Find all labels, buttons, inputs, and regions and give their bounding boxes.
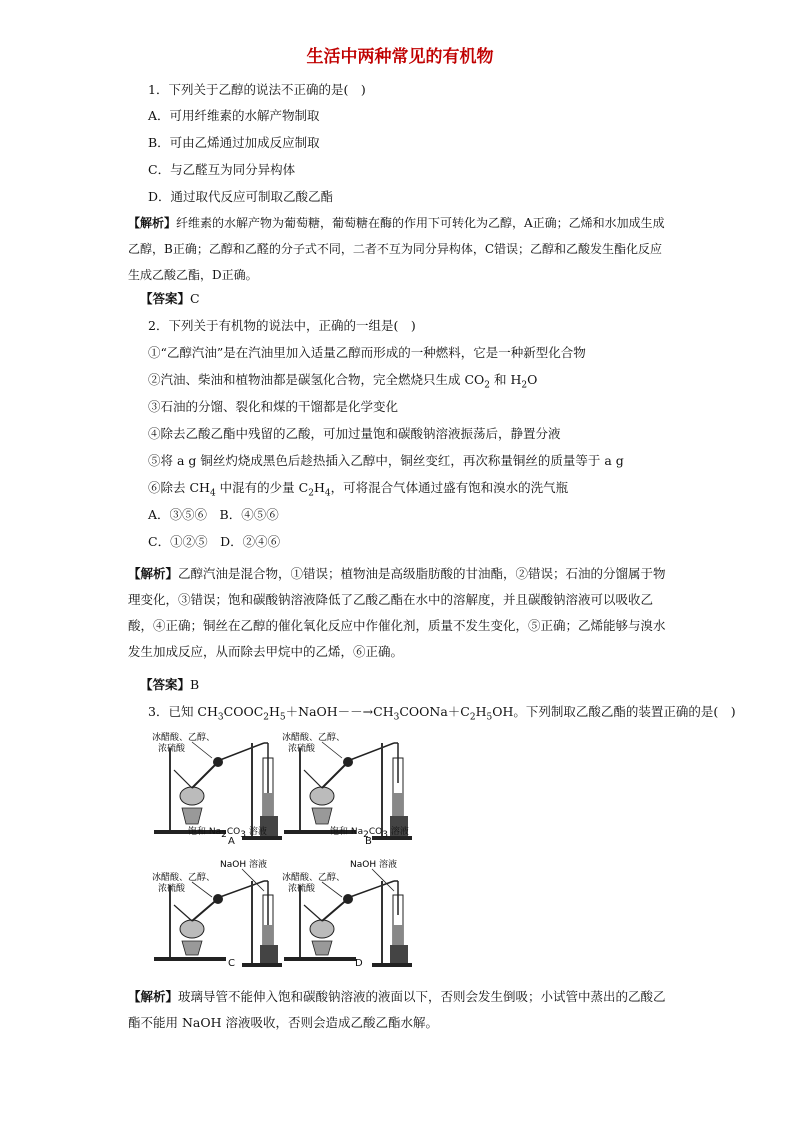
text: CO [368,827,383,837]
reagent-label-1: 冰醋酸、乙醇、 [152,873,216,883]
subscript: 2 [469,712,476,723]
analysis-tag: 【解析】 [128,566,179,581]
text: ②汽油、柴油和植物油都是碳氢化合物，完全燃烧只生成 CO [148,372,485,387]
analysis-tag: 【解析】 [128,216,177,230]
text: H [313,480,325,495]
q2-statement-3: ③石油的分馏、裂化和煤的干馏都是化学变化 [148,399,399,414]
q2-analysis [128,561,673,665]
q1-answer [140,291,200,307]
q2-statement-6 [148,480,569,499]
reagent-label-2: 浓硫酸 [158,744,186,754]
subscript: 4 [209,488,216,499]
subscript: 2 [521,380,528,391]
letter-b: B [365,836,372,847]
analysis-text: 玻璃导管不能伸入饱和碳酸钠溶液的液面以下，否则会发生倒吸；小试管中蒸出的乙酸乙酯不能用 NaOH 溶液吸收，否则会造成乙酸乙酯水解。 [128,989,666,1030]
text: ⑥除去 CH [148,480,210,495]
text: ，可将混合气体通过盛有饱和溴水的洗气瓶 [330,480,569,495]
reagent-label-2: 浓硫酸 [288,884,316,894]
analysis-tag: 【解析】 [128,989,179,1004]
q1-option-d: D．通过取代反应可制取乙酸乙酯 [148,189,334,204]
q1-option-c: C．与乙醛互为同分异构体 [148,162,296,177]
letter-c: C [228,958,235,969]
answer-tag: 【答案】 [140,291,191,306]
text: 3．已知 CH [148,704,218,719]
text: H [475,704,487,719]
naoh-label: NaOH 溶液 [350,860,397,870]
letter-d: D [355,958,363,969]
q2-statement-2 [148,372,538,391]
q2-answer [140,677,199,693]
text: 中混有的少量 C [215,480,309,495]
text: ＋NaOH－－→CH [285,704,394,719]
subscript: 2 [221,829,227,840]
subscript: 2 [308,488,314,499]
q1-option-a: A．可用纤维素的水解产物制取 [148,108,320,123]
subscript: 3 [240,829,246,840]
text: O [527,372,538,387]
apparatus-d [282,855,432,975]
text: COOC [223,704,264,719]
q2-stem: 2．下列关于有机物的说法中，正确的一组是( ) [148,318,416,333]
q3-stem [148,704,736,723]
q3-analysis [128,984,673,1036]
page-title: 生活中两种常见的有机物 [306,47,494,67]
reagent-label-1: 冰醋酸、乙醇、 [282,873,346,883]
text: 和 H [490,372,522,387]
naoh-label: NaOH 溶液 [220,860,267,870]
subscript: 2 [484,380,491,391]
q2-statement-4: ④除去乙酸乙酯中残留的乙酸，可加过量饱和碳酸钠溶液振荡后，静置分液 [148,426,561,441]
text: 溶液 [245,827,267,837]
q2-statement-5: ⑤将 a g 铜丝灼烧成黑色后趁热插入乙醇中，铜丝变红，再次称量铜丝的质量等于 a g [148,453,624,468]
apparatus-c [152,855,302,975]
reagent-label-2: 浓硫酸 [288,744,316,754]
q2-options-ab: A．③⑤⑥ B．④⑤⑥ [148,507,279,522]
q1-analysis [128,210,673,288]
answer-value: C [190,291,200,306]
subscript: 3 [217,712,224,723]
analysis-text: 纤维素的水解产物为葡萄糖，葡萄糖在酶的作用下可转化为乙醇，A正确；乙烯和水加成生成乙醇，B正确；乙醇和乙醛的分子式不同，二者不互为同分异构体，C错误；乙醇和乙酸发生酯化反应生成乙酸乙酯，D正确。 [128,216,665,282]
subscript: 3 [393,712,400,723]
q1-stem: 1．下列关于乙醇的说法不正确的是( ) [148,82,366,97]
q1-option-b: B．可由乙烯通过加成反应制取 [148,135,320,150]
reagent-label-2: 浓硫酸 [158,884,186,894]
answer-tag: 【答案】 [140,677,191,692]
reagent-label-1: 冰醋酸、乙醇、 [282,733,346,743]
text: COONa＋C [399,704,470,719]
answer-value: B [190,677,200,692]
text: OH。下列制取乙酸乙酯的装置正确的是( ) [492,704,736,719]
text: 溶液 [387,827,409,837]
subscript: 2 [263,712,269,723]
subscript: 4 [324,488,331,499]
text: 饱和 Na [188,827,222,837]
letter-a: A [228,836,235,847]
q2-statement-1: ①“乙醇汽油”是在汽油里加入适量乙醇而形成的一种燃料，它是一种新型化合物 [148,345,586,360]
q2-options-cd: C．①②⑤ D．②④⑥ [148,534,281,549]
subscript: 2 [363,829,369,840]
subscript: 3 [382,829,388,840]
reagent-label-1: 冰醋酸、乙醇、 [152,733,216,743]
text: H [269,704,280,719]
analysis-text: 乙醇汽油是混合物，①错误；植物油是高级脂肪酸的甘油酯，②错误；石油的分馏属于物理变化，③错误；饱和碳酸钠溶液降低了乙酸乙酯在水中的溶解度，并且碳酸钠溶液可以吸收乙酸，④正确；铜丝在乙醇的催化氧化反应中作催化剂，质量不发生变化，⑤正确；乙烯能够与溴水发生加成反应，从而除去甲烷中的乙烯，⑥正确。 [128,566,666,659]
text: 饱和 Na [330,827,364,837]
subscript: 5 [279,712,286,723]
text: CO [226,827,241,837]
subscript: 5 [486,712,493,723]
